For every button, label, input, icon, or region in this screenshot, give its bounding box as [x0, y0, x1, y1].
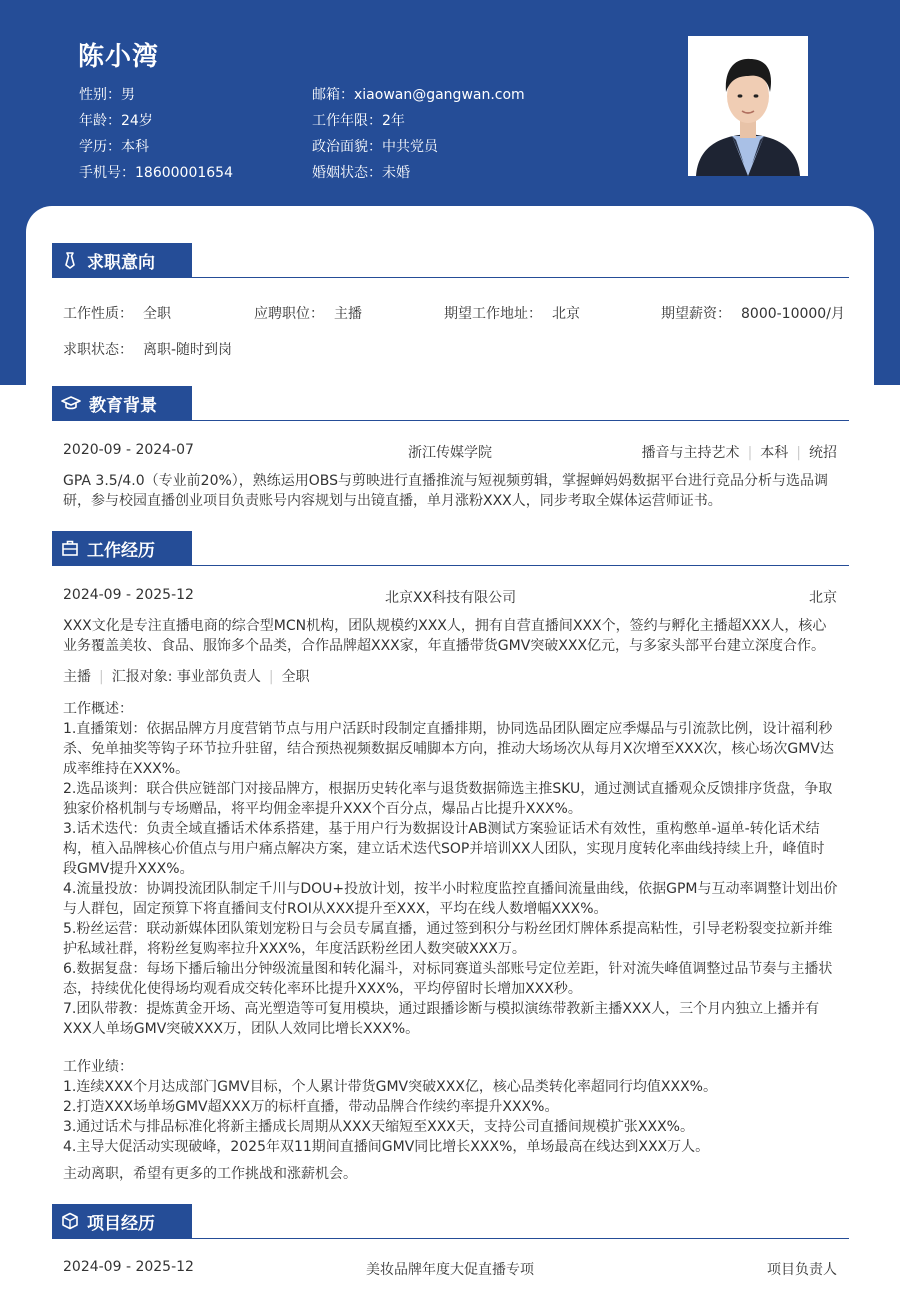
- overview-item: 2.选品谈判：联合供应链部门对接品牌方，根据历史转化率与退货数据筛选主推SKU，通过测试直播观众反馈排序货盘，争取独家价格机制与专场赠品，将平均佣金率提升XXX个百分点，爆品占比提升XXX%。: [63, 781, 833, 817]
- project-role: 项目负责人: [767, 1262, 837, 1278]
- work-city: 北京: [809, 590, 837, 606]
- phone: 手机号：18600001654: [79, 165, 233, 181]
- marital-status: 婚姻状态：未婚: [312, 165, 410, 181]
- work-overview-title: 工作概述：: [63, 701, 133, 717]
- work-achievements-title: 工作业绩：: [63, 1059, 133, 1075]
- intent-location: 期望工作地址： 北京: [444, 306, 580, 322]
- age: 年龄：24岁: [79, 113, 153, 129]
- section-project-tab: [52, 1204, 192, 1238]
- work-company: 北京XX科技有限公司: [385, 590, 517, 606]
- avatar: [688, 36, 808, 176]
- education-mode: 统招: [809, 445, 837, 461]
- section-project: [52, 1204, 849, 1239]
- work-date: 2024-09 - 2025-12: [63, 587, 194, 603]
- section-work-title: 工作经历: [87, 540, 155, 561]
- overview-item: 5.粉丝运营：联动新媒体团队策划宠粉日与会员专属直播，通过签到积分与粉丝团灯牌体系提高粘性，引导老粉裂变拉新并维护私域社群，将粉丝复购率拉升XXX%，年度活跃粉丝团人数突破XXX万。: [63, 921, 833, 957]
- education-date: 2020-09 - 2024-07: [63, 442, 194, 458]
- education-description: GPA 3.5/4.0（专业前20%），熟练运用OBS与剪映进行直播推流与短视频剪辑，掌握蝉妈妈数据平台进行竞品分析与选品调研，参与校园直播创业项目负责账号内容规划与出镜直播，单月涨粉XXX人，同步考取全媒体运营师证书。: [63, 473, 829, 509]
- section-intent-title: 求职意向: [87, 252, 155, 273]
- achievement-item: 4.主导大促活动实现破峰，2025年双11期间直播间GMV同比增长XXX%，单场最高在线达到XXX万人。: [63, 1139, 710, 1155]
- intent-position: 应聘职位： 主播: [254, 306, 362, 322]
- political-status: 政治面貌：中共党员: [312, 139, 438, 155]
- education-major: 播音与主持艺术: [641, 445, 740, 461]
- achievement-item: 3.通过话术与排品标准化将新主播成长周期从XXX天缩短至XXX天，支持公司直播间规模扩张XXX%。: [63, 1119, 694, 1135]
- work-overview: [63, 699, 838, 1039]
- overview-item: 3.话术迭代：负责全域直播话术体系搭建，基于用户行为数据设计AB测试方案验证话术有效性，重构憋单-逼单-转化话术结构，植入品牌核心价值点与用户痛点解决方案，建立话术迭代SOP并培训XX人团队，实现月度转化率曲线持续上升，峰值时段GMV提升XXX%。: [63, 821, 825, 877]
- section-work: [52, 531, 849, 566]
- work-job-type: 全职: [281, 669, 310, 685]
- section-intent: [52, 243, 849, 278]
- work-leave-reason: 主动离职，希望有更多的工作挑战和涨薪机会。: [63, 1166, 357, 1182]
- achievement-item: 2.打造XXX场单场GMV超XXX万的标杆直播，带动品牌合作续约率提升XXX%。: [63, 1099, 559, 1115]
- education-level: 学历：本科: [79, 139, 149, 155]
- education-meta: 播音与主持艺术 | 本科 | 统招: [641, 445, 837, 461]
- tie-icon: [61, 251, 79, 269]
- work-achievements: [63, 1057, 838, 1157]
- overview-item: 7.团队带教：提炼黄金开场、高光塑造等可复用模块，通过跟播诊断与模拟演练带教新主播XXX人，三个月内独立上播并有XXX人单场GMV突破XXX万，团队人效同比增长XXX%。: [63, 1001, 820, 1037]
- candidate-name: 陈小湾: [78, 42, 160, 72]
- graduation-cap-icon: [61, 394, 81, 412]
- section-intent-tab: [52, 243, 192, 277]
- section-education-title: 教育背景: [89, 395, 157, 416]
- section-project-title: 项目经历: [87, 1213, 155, 1234]
- work-role-line: 主播 | 汇报对象: 事业部负责人 | 全职: [63, 669, 310, 685]
- intent-status: 求职状态： 离职-随时到岗: [63, 342, 233, 358]
- work-report: 汇报对象: 事业部负责人: [111, 669, 261, 685]
- email: 邮箱：xiaowan@gangwan.com: [312, 87, 525, 103]
- cube-icon: [61, 1212, 79, 1230]
- section-education-tab: [52, 386, 192, 420]
- section-work-tab: [52, 531, 192, 565]
- gender: 性别：男: [79, 87, 135, 103]
- education-degree: 本科: [760, 445, 789, 461]
- overview-item: 1.直播策划：依据品牌方月度营销节点与用户活跃时段制定直播排期，协同选品团队圈定应季爆品与引流款比例，设计福利秒杀、免单抽奖等钩子环节拉升驻留，结合预热视频数据反哺脚本方向，推动大场场次从每月X次增至XXX次，核心场次GMV达成率维持在XXX%。: [63, 721, 834, 777]
- education-school: 浙江传媒学院: [408, 445, 492, 461]
- work-role: 主播: [63, 669, 91, 685]
- work-years: 工作年限：2年: [312, 113, 405, 129]
- briefcase-icon: [61, 539, 79, 557]
- project-date: 2024-09 - 2025-12: [63, 1259, 194, 1275]
- overview-item: 6.数据复盘：每场下播后输出分钟级流量图和转化漏斗，对标同赛道头部账号定位差距，针对流失峰值调整过品节奏与主播状态，持续优化使得场均观看成交转化率环比提升XXX%，平均停留时长增加XXX秒。: [63, 961, 833, 997]
- intent-salary: 期望薪资： 8000-10000/月: [661, 306, 845, 322]
- achievement-item: 1.连续XXX个月达成部门GMV目标，个人累计带货GMV突破XXX亿，核心品类转化率超同行均值XXX%。: [63, 1079, 717, 1095]
- overview-item: 4.流量投放：协调投流团队制定千川与DOU+投放计划，按半小时粒度监控直播间流量曲线，依据GPM与互动率调整计划出价与人群包，固定预算下将直播间支付ROI从XXX提升至XXX，平均在线人数增幅XXX%。: [63, 881, 838, 917]
- intent-type: 工作性质： 全职: [63, 306, 171, 322]
- project-name: 美妆品牌年度大促直播专项: [366, 1262, 534, 1278]
- section-education: [52, 386, 849, 421]
- work-company-description: XXX文化是专注直播电商的综合型MCN机构，团队规模约XXX人，拥有自营直播间XXX个，签约与孵化主播超XXX人，核心业务覆盖美妆、食品、服饰多个品类，合作品牌超XXX家，年直播带货GMV突破XXX亿元，与多家头部平台建立深度合作。: [63, 618, 827, 654]
